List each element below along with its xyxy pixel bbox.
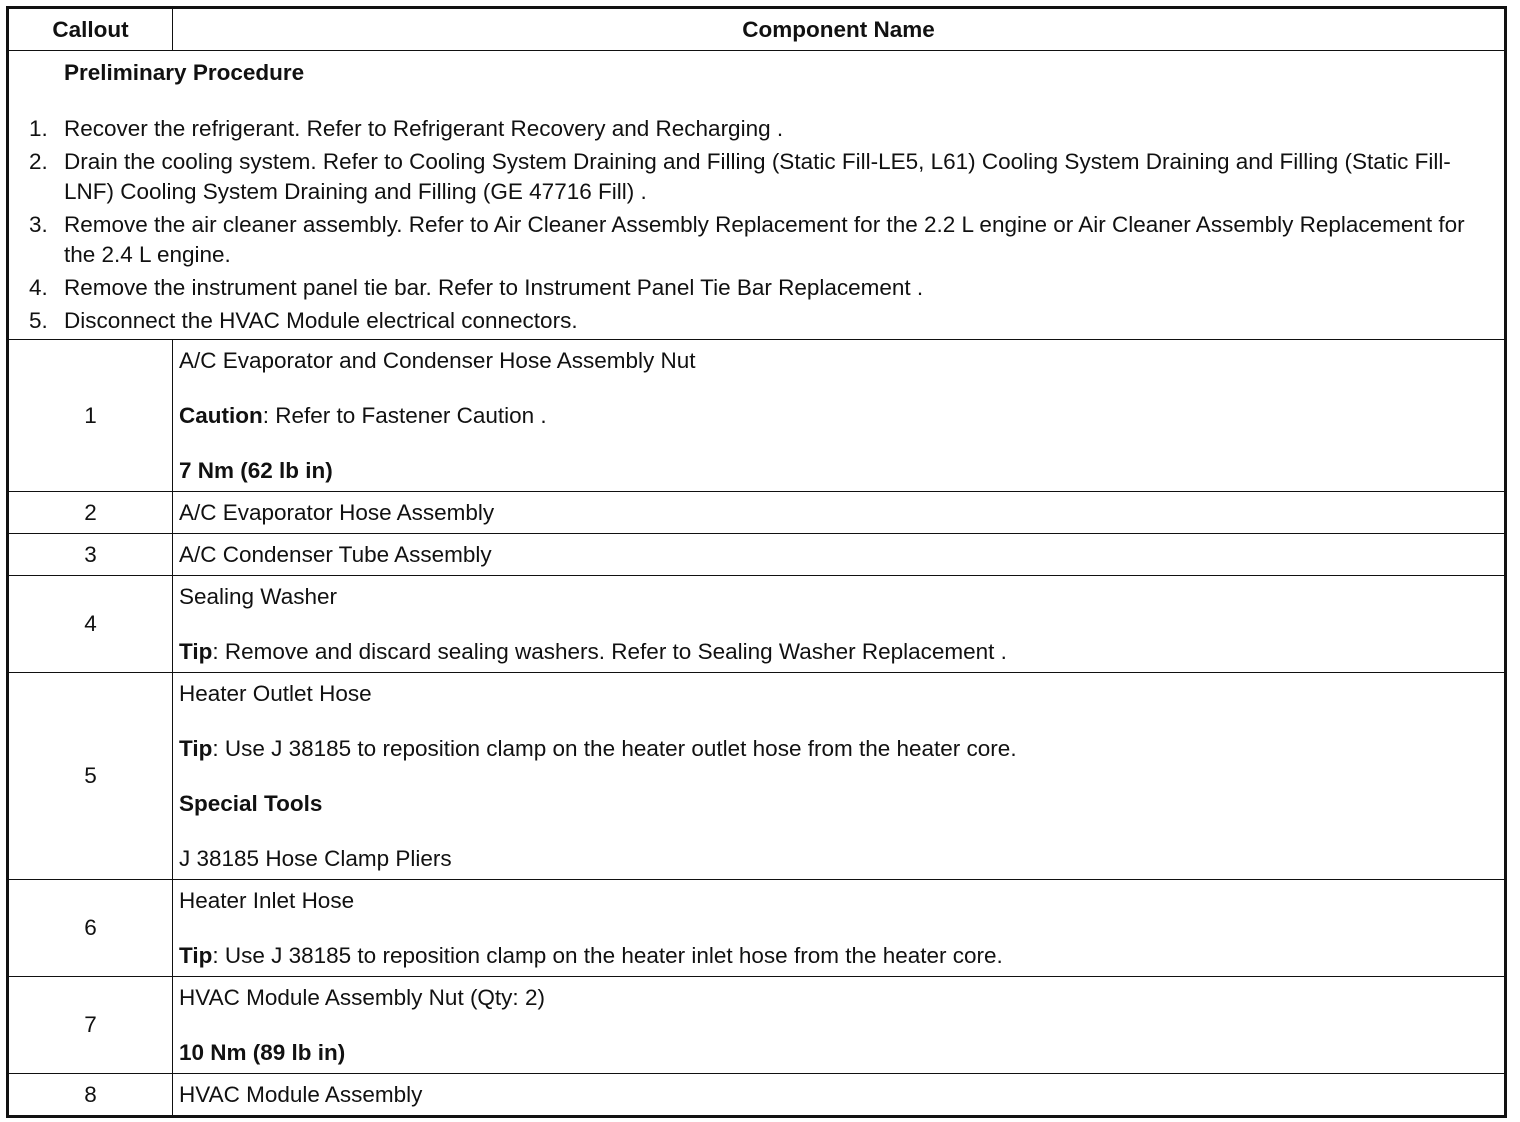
callout-number: 2 xyxy=(8,492,173,534)
table-row xyxy=(8,880,1506,977)
callout-header: Callout xyxy=(8,8,173,51)
table-row xyxy=(8,492,1506,534)
tip-label: Tip xyxy=(179,942,213,968)
step-text: Drain the cooling system. Refer to Cooling System Draining and Filling (Static Fill-LE5, L61) Cooling System Draining and Filling (Static Fill-LNF) Cooling System Draining and Filling (GE 47716 Fill) . xyxy=(64,149,1451,204)
component-cell xyxy=(173,673,1506,880)
table-row xyxy=(8,340,1506,492)
tip-label: Tip xyxy=(179,735,213,761)
tip-label: Tip xyxy=(179,638,213,664)
step-text: Remove the air cleaner assembly. Refer to Air Cleaner Assembly Replacement for the 2.2 L engine or Air Cleaner Assembly Replacement for the 2.4 L engine. xyxy=(64,212,1465,267)
caution-text: : Refer to Fastener Caution . xyxy=(262,402,547,428)
component-cell xyxy=(173,576,1506,673)
table-row xyxy=(8,673,1506,880)
header-row xyxy=(8,8,1506,51)
step-number: 1. xyxy=(29,116,48,141)
preliminary-step xyxy=(9,114,1504,144)
tip-text: : Remove and discard sealing washers. Refer to Sealing Washer Replacement . xyxy=(212,638,1007,664)
table-row xyxy=(8,1074,1506,1117)
special-tools-heading xyxy=(179,791,1504,817)
preliminary-row xyxy=(8,51,1506,340)
component-cell xyxy=(173,534,1506,576)
tip-note xyxy=(179,639,1504,665)
callout-number: 3 xyxy=(8,534,173,576)
step-text: Recover the refrigerant. Refer to Refrigerant Recovery and Recharging . xyxy=(64,116,784,141)
component-cell xyxy=(173,1074,1506,1117)
tip-text: : Use J 38185 to reposition clamp on the heater inlet hose from the heater core. xyxy=(212,942,1003,968)
callout-number: 5 xyxy=(8,673,173,880)
preliminary-steps xyxy=(9,114,1504,336)
component-name: Heater Inlet Hose xyxy=(179,887,355,913)
component-name: Sealing Washer xyxy=(179,583,337,609)
table-row xyxy=(8,534,1506,576)
caution-note xyxy=(179,403,1504,429)
component-table xyxy=(6,6,1507,1118)
component-cell xyxy=(173,977,1506,1074)
preliminary-step xyxy=(9,306,1504,336)
preliminary-title: Preliminary Procedure xyxy=(64,60,305,85)
callout-number: 4 xyxy=(8,576,173,673)
component-cell xyxy=(173,880,1506,977)
component-name: A/C Condenser Tube Assembly xyxy=(179,541,492,567)
step-text: Remove the instrument panel tie bar. Refer to Instrument Panel Tie Bar Replacement . xyxy=(64,275,924,300)
component-name: A/C Evaporator Hose Assembly xyxy=(179,499,495,525)
caution-label: Caution xyxy=(179,402,263,428)
component-cell xyxy=(173,492,1506,534)
component-name: HVAC Module Assembly xyxy=(179,1081,423,1107)
preliminary-step xyxy=(9,210,1504,270)
step-number: 4. xyxy=(29,275,48,300)
tip-note xyxy=(179,943,1504,969)
preliminary-procedure xyxy=(8,51,1506,340)
step-number: 3. xyxy=(29,212,48,237)
torque-spec xyxy=(179,458,1504,484)
callout-number: 7 xyxy=(8,977,173,1074)
component-name: Heater Outlet Hose xyxy=(179,680,372,706)
table-row xyxy=(8,977,1506,1074)
torque-value: 7 Nm (62 lb in) xyxy=(179,457,333,483)
callout-number: 1 xyxy=(8,340,173,492)
step-number: 2. xyxy=(29,149,48,174)
tip-note xyxy=(179,736,1504,762)
component-name: A/C Evaporator and Condenser Hose Assembly Nut xyxy=(179,347,696,373)
special-tool: J 38185 Hose Clamp Pliers xyxy=(179,845,452,871)
callout-number: 8 xyxy=(8,1074,173,1117)
component-cell xyxy=(173,340,1506,492)
table-row xyxy=(8,576,1506,673)
step-text: Disconnect the HVAC Module electrical connectors. xyxy=(64,308,578,333)
special-tools-label: Special Tools xyxy=(179,790,323,816)
component-name: HVAC Module Assembly Nut (Qty: 2) xyxy=(179,984,545,1010)
torque-spec xyxy=(179,1040,1504,1066)
torque-value: 10 Nm (89 lb in) xyxy=(179,1039,346,1065)
step-number: 5. xyxy=(29,308,48,333)
tip-text: : Use J 38185 to reposition clamp on the heater outlet hose from the heater core. xyxy=(212,735,1017,761)
preliminary-step xyxy=(9,147,1504,207)
callout-number: 6 xyxy=(8,880,173,977)
preliminary-step xyxy=(9,273,1504,303)
component-name-header: Component Name xyxy=(173,8,1506,51)
